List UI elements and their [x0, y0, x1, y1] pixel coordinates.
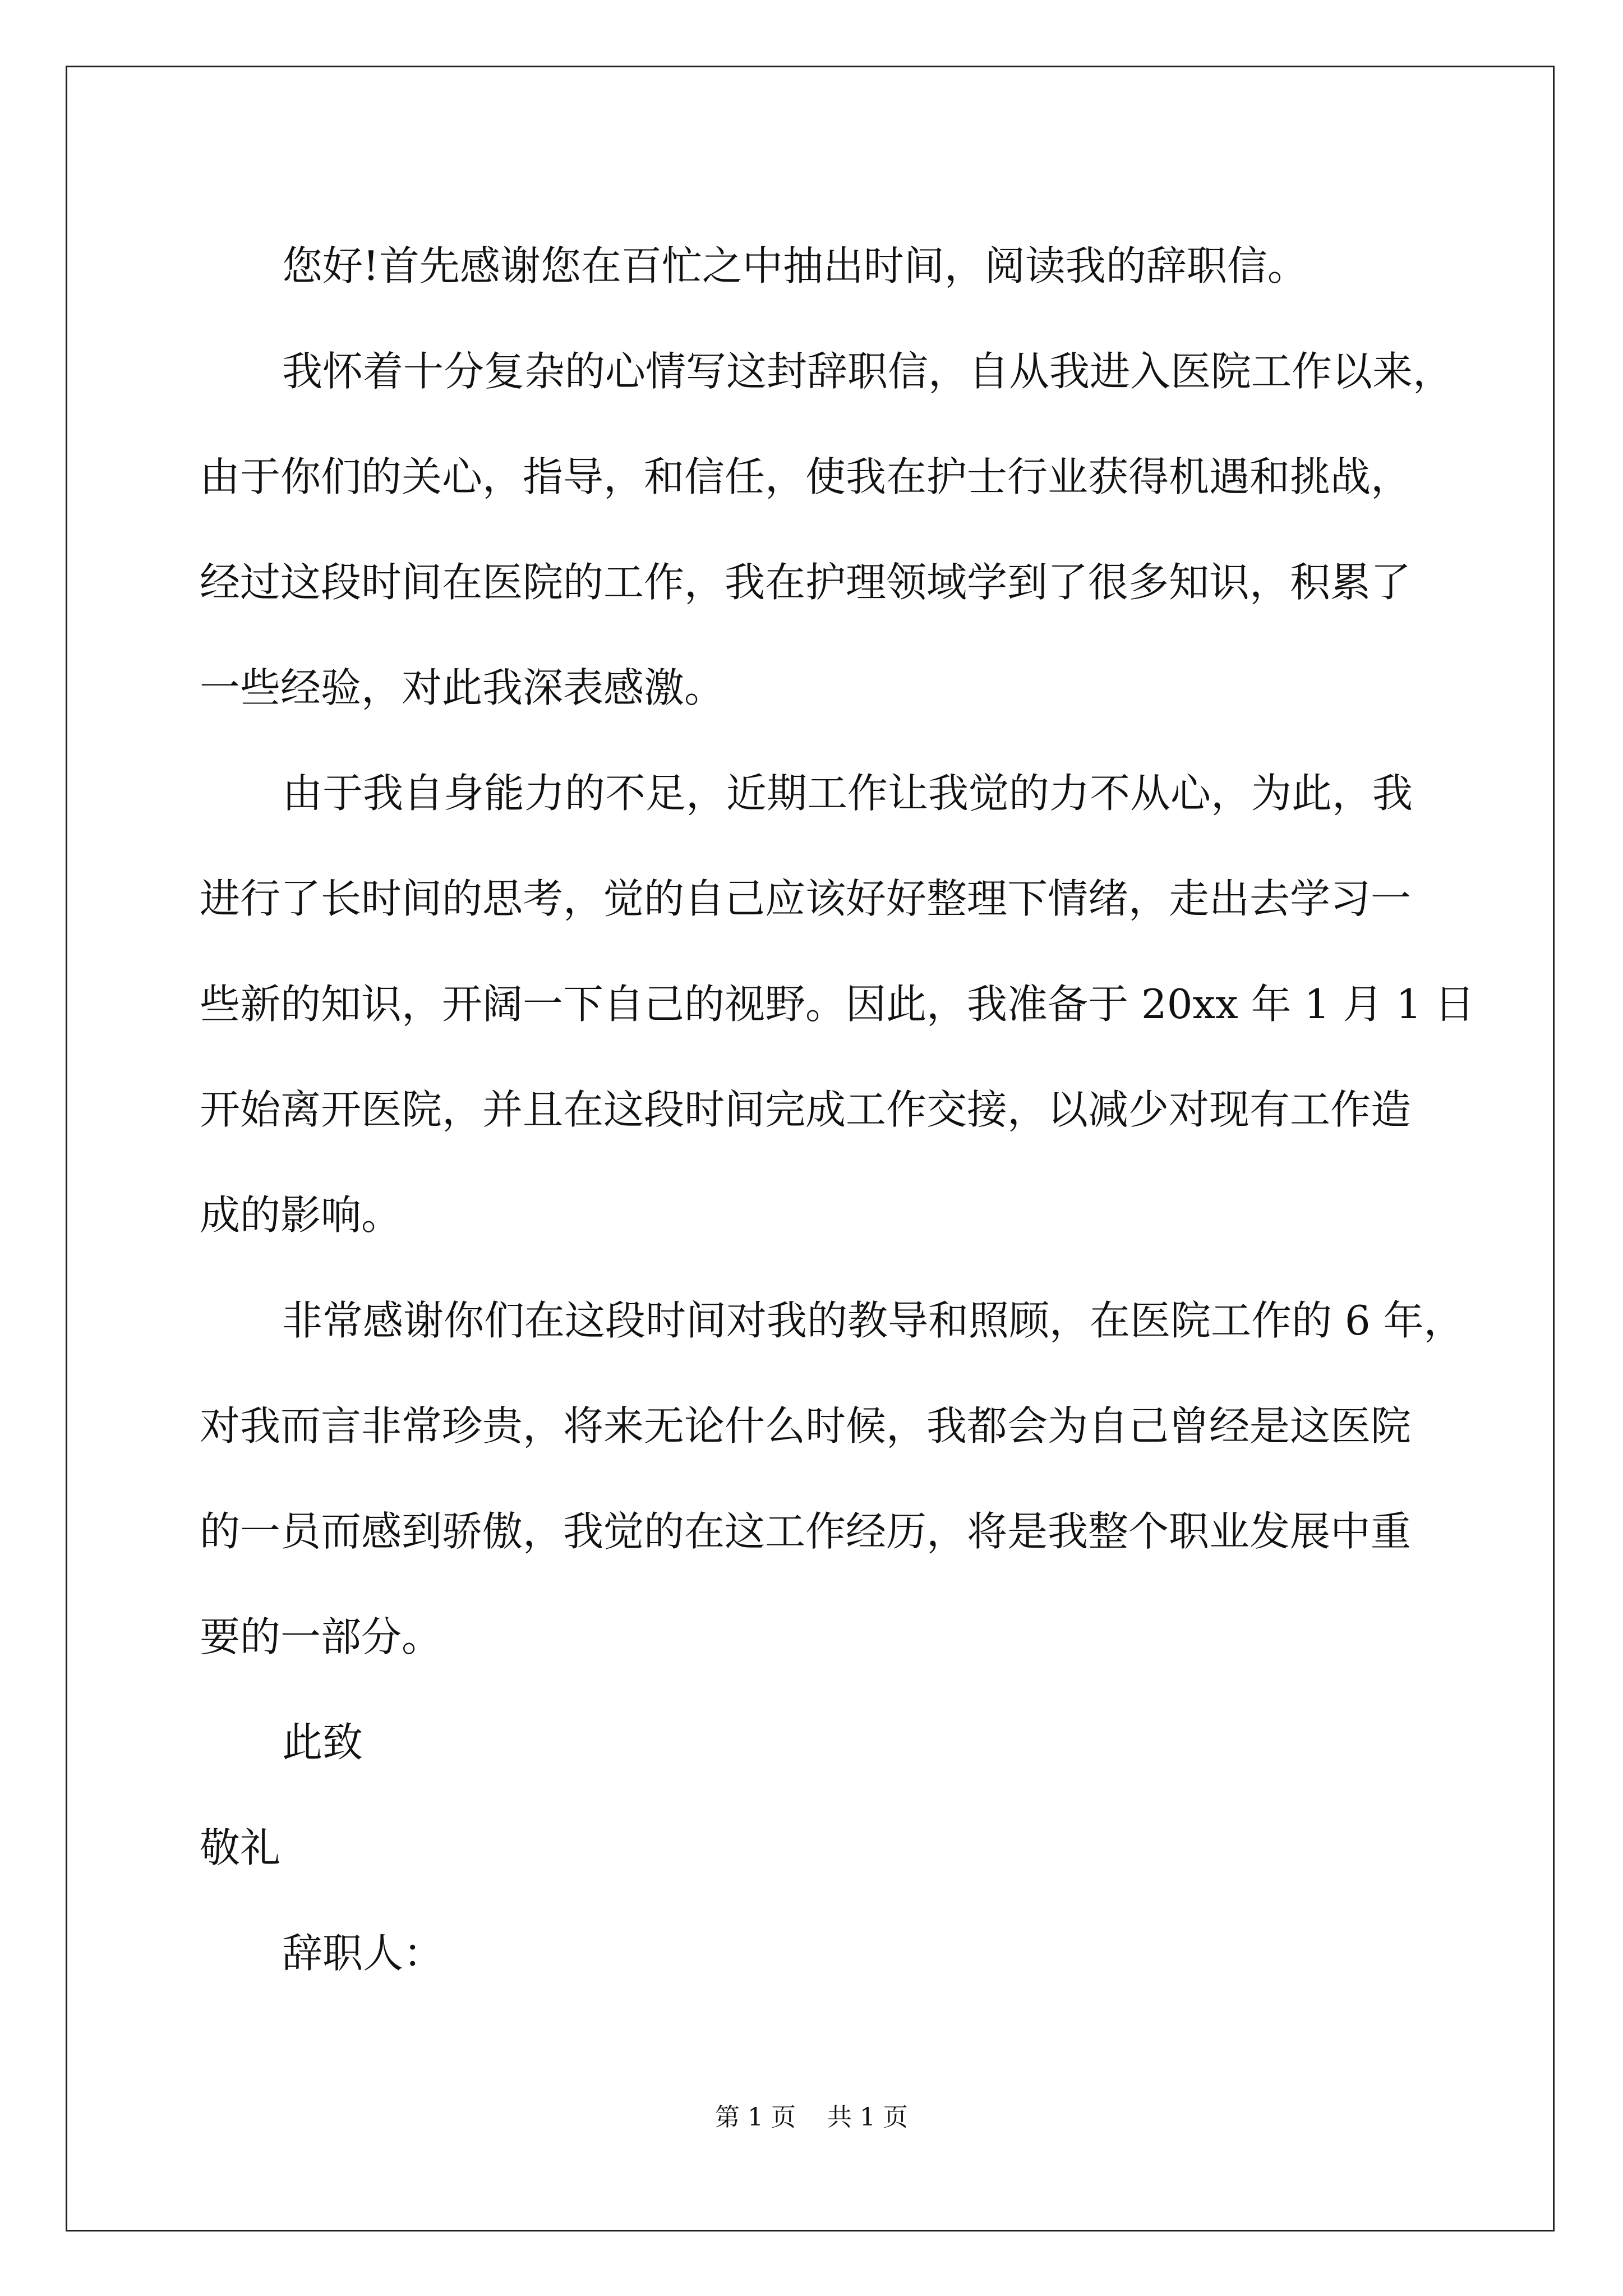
page-footer: 第 1 页 共 1 页: [715, 2103, 908, 2132]
signature-label: 辞职人：: [282, 1930, 444, 1977]
text-line: 一些经验，对此我深表感激。: [200, 664, 725, 711]
text-line: 我怀着十分复杂的心情写这封辞职信，自从我进入医院工作以来，: [282, 348, 1454, 395]
text-line: 进行了长时间的思考，觉的自己应该好好整理下情绪，走出去学习一: [200, 875, 1412, 922]
text-line: 由于我自身能力的不足，近期工作让我觉的力不从心，为此，我: [282, 770, 1413, 817]
paragraph-reason: [200, 740, 1475, 1268]
closing: [200, 1690, 1439, 1795]
text-line: 经过这段时间在医院的工作，我在护理领域学到了很多知识，积累了: [200, 559, 1412, 606]
text-line: 您好!首先感谢您在百忙之中抽出时间，阅读我的辞职信。: [282, 242, 1308, 289]
closing-text: 此致: [282, 1719, 363, 1766]
text-line: 由于你们的关心，指导，和信任，使我在护士行业获得机遇和挑战，: [200, 453, 1412, 500]
text-line: 对我而言非常珍贵，将来无论什么时候，我都会为自己曾经是这医院: [200, 1402, 1412, 1450]
salutation-text: 敬礼: [200, 1824, 281, 1871]
text-line: 非常感谢你们在这段时间对我的教导和照顾，在医院工作的 6 年，: [282, 1297, 1464, 1344]
salutation: [200, 1795, 1439, 1901]
paragraph-thanks: [200, 1268, 1464, 1690]
greeting-paragraph: [200, 213, 1439, 319]
paragraph-gratitude: [200, 319, 1454, 740]
text-line: 要的一部分。: [200, 1613, 442, 1660]
text-line: 开始离开医院，并且在这段时间完成工作交接，以减少对现有工作造: [200, 1086, 1412, 1133]
letter-body: [200, 213, 1475, 2006]
text-line: 的一员而感到骄傲，我觉的在这工作经历，将是我整个职业发展中重: [200, 1508, 1412, 1555]
text-line: 成的影响。: [200, 1191, 402, 1239]
signature: [200, 1901, 1439, 2006]
text-line: 些新的知识，开阔一下自己的视野。因此，我准备于 20xx 年 1 月 1 日: [200, 981, 1475, 1028]
